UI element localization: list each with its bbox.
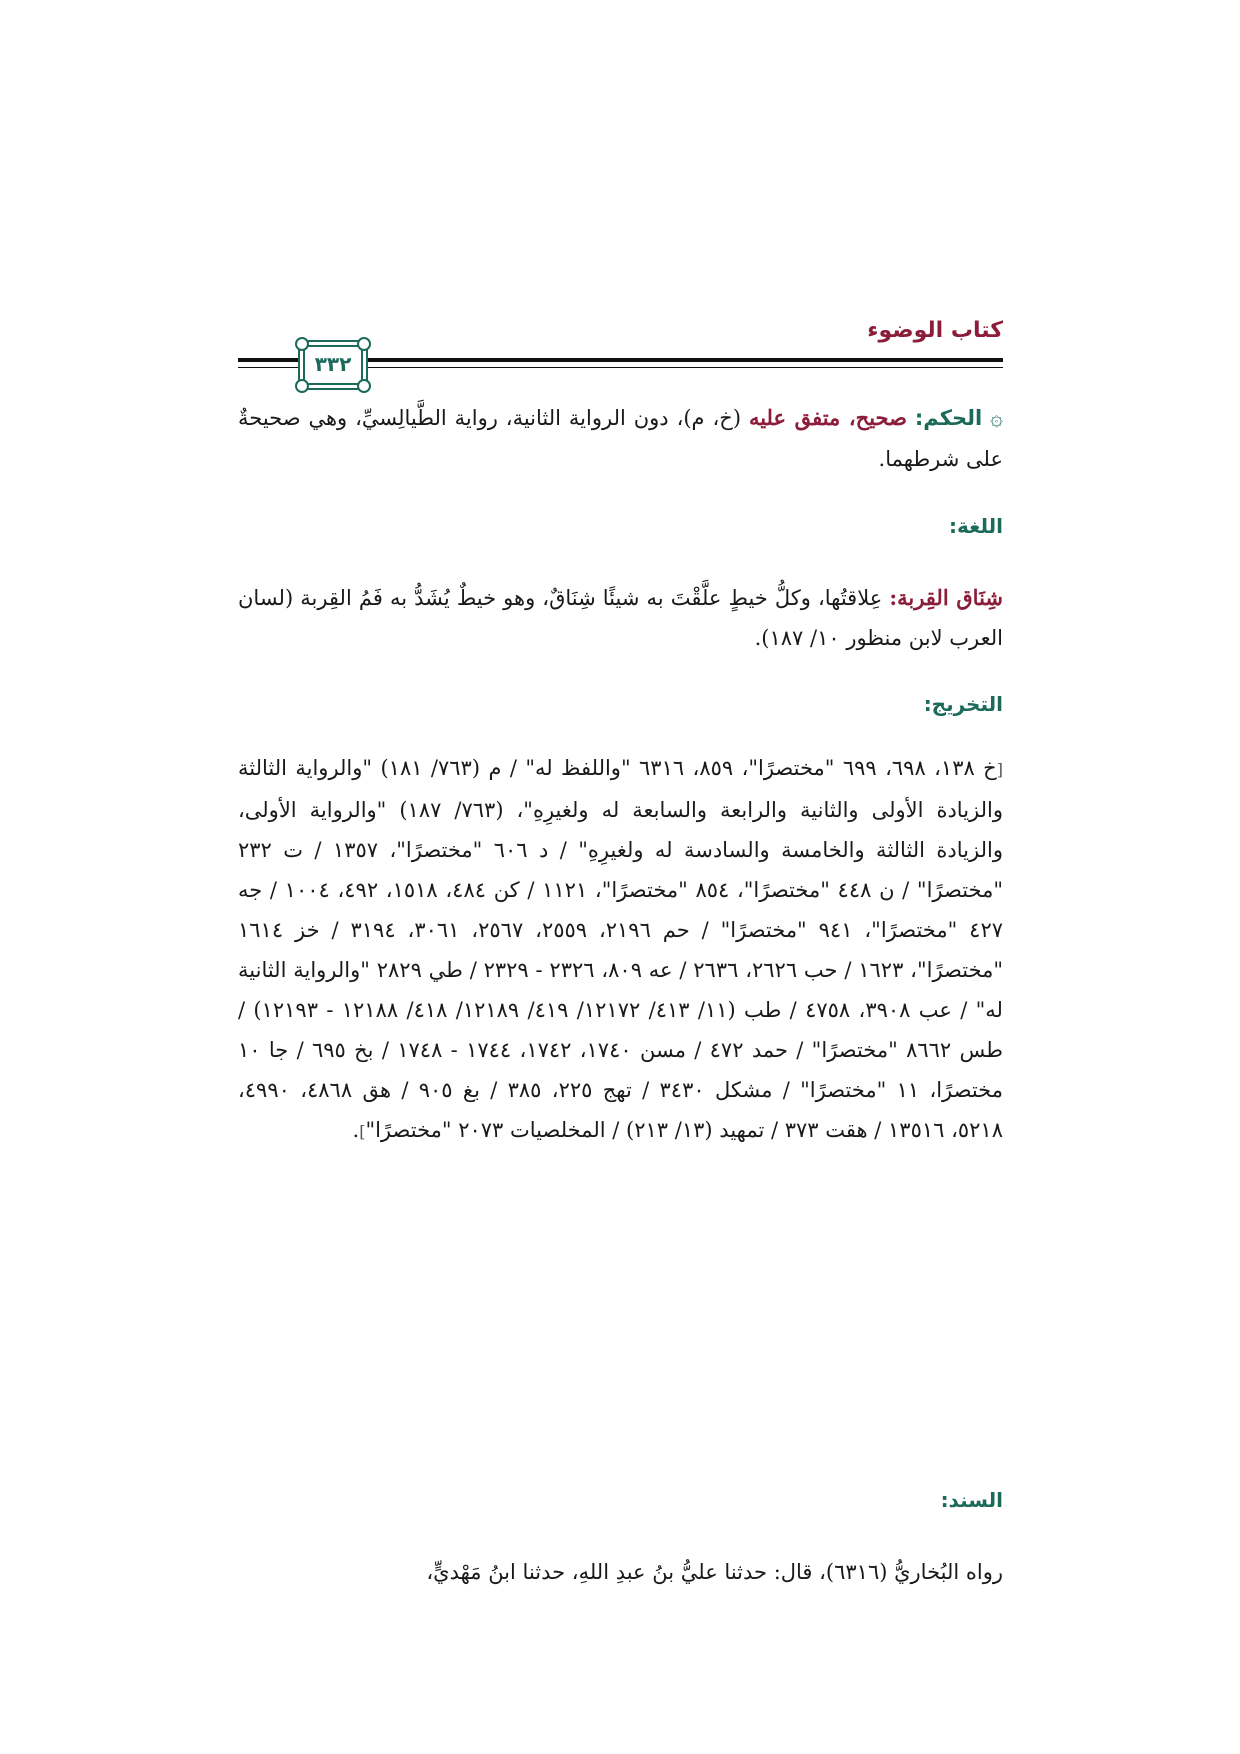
ruling-text: (خ، م)، دون الرواية الثانية، رواية الطَّيالِسيِّ، وهي صحيحةٌ على شرطهما.: [238, 406, 1003, 471]
page-header: [238, 318, 1003, 390]
ruling-verdict: صحيح، متفق عليه: [748, 405, 907, 430]
ruling-label: الحكم:: [914, 406, 983, 430]
bracket-open-icon: [: [996, 760, 1003, 779]
frame-ornament-icon: [295, 337, 309, 351]
lugha-heading: اللغة:: [949, 514, 1003, 538]
frame-ornament-icon: [357, 379, 371, 393]
bracket-close-icon: ]: [359, 1122, 366, 1141]
ruling-paragraph: [238, 398, 1003, 479]
lugha-text: عِلاقتُها، وكلُّ خيطٍ علَّقْتَ به شيئًا شِنَاقٌ، وهو خيطٌ يُشَدُّ به فَمُ القِربة (لسان العرب لابن منظور ١٠/ ١٨٧).: [238, 586, 1003, 650]
takhrij-end: .: [352, 1118, 360, 1142]
sanad-text: رواه البُخاريُّ (٦٣١٦)، قال: حدثنا عليُّ بنُ عبدِ اللهِ، حدثنا ابنُ مَهْديٍّ،: [426, 1560, 1003, 1584]
frame-ornament-icon: [295, 379, 309, 393]
takhrij-heading: التخريج:: [923, 692, 1003, 716]
book-title: كتاب الوضوء: [867, 318, 1003, 343]
page-number-frame: [298, 340, 368, 390]
page-number: ٣٣٢: [314, 352, 352, 376]
sanad-heading: السند:: [940, 1488, 1003, 1512]
sanad-paragraph: [238, 1552, 1003, 1592]
takhrij-text: خ ١٣٨، ٦٩٨، ٦٩٩ "مختصرًا"، ٨٥٩، ٦٣١٦ "واللفظ له" / م (٧٦٣/ ١٨١) "والرواية الثالثة والزيادة الأولى والثانية والرابعة والسابعة له ولغيرِهِ"، (٧٦٣/ ١٨٧) "والرواية الأولى، والزيادة الثالثة والخامسة والسادسة له ولغيرِهِ" / د ٦٠٦ "مختصرًا"، ١٣٥٧ / ت ٢٣٢ "مختصرًا" / ن ٤٤٨ "مختصرًا"، ٨٥٤ "مختصرًا"، ١١٢١ / كن ٤٨٤، ١٥١٨، ٤٩٢، ١٠٠٤ / جه ٤٢٧ "مختصرًا"، ٩٤١ "مختصرًا" / حم ٢١٩٦، ٢٥٥٩، ٢٥٦٧، ٣٠٦١، ٣١٩٤ / خز ١٦١٤ "مختصرًا"، ١٦٢٣ / حب ٢٦٢٦، ٢٦٣٦ / عه ٨٠٩، ٢٣٢٦ - ٢٣٢٩ / طي ٢٨٢٩ "والرواية الثانية له" / عب ٣٩٠٨، ٤٧٥٨ / طب (١١/ ٤١٣/ ١٢١٧٢/ ٤١٩/ ١٢١٨٩/ ٤١٨/ ١٢١٨٨ - ١٢١٩٣) / طس ٨٦٦٢ "مختصرًا" / حمد ٤٧٢ / مسن ١٧٤٠، ١٧٤٢، ١٧٤٤ - ١٧٤٨ / بخ ٦٩٥ / جا ١٠ مختصرًا، ١١ "مختصرًا" / مشكل ٣٤٣٠ / تهج ٢٢٥، ٣٨٥ / بغ ٩٠٥ / هق ٤٨٦٨، ٤٩٩٠، ٥٢١٨، ١٣٥١٦ / هقت ٣٧٣ / تمهيد (١٣/ ٢١٣) / المخلصيات ٢٠٧٣ "مختصرًا": [238, 756, 1004, 1142]
takhrij-paragraph: [238, 748, 1003, 1152]
lugha-term: شِنَاق القِربة:: [889, 585, 1003, 610]
lugha-paragraph: [238, 578, 1003, 658]
ornament-icon: ۞: [990, 406, 1003, 431]
frame-ornament-icon: [357, 337, 371, 351]
